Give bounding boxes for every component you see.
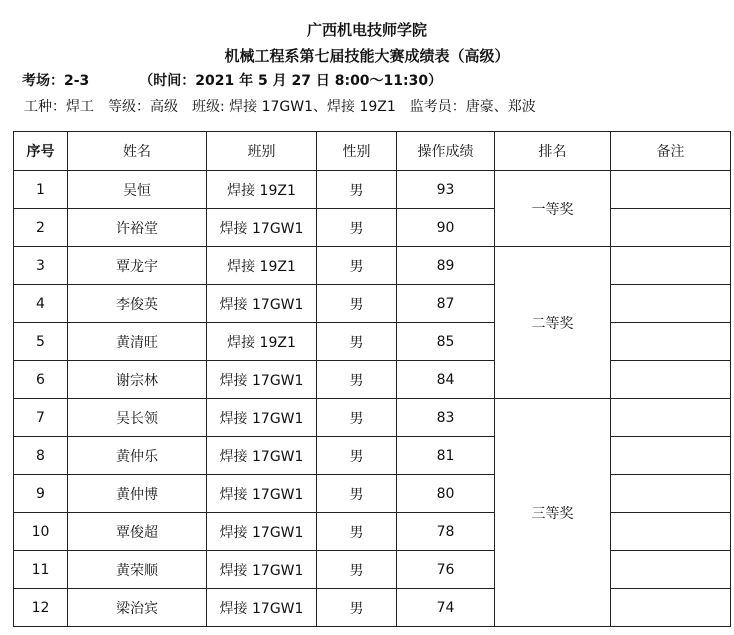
cell-no: 4 <box>14 285 68 323</box>
col-header-no: 序号 <box>14 132 68 171</box>
cell-gender: 男 <box>317 475 397 513</box>
cell-no: 10 <box>14 513 68 551</box>
cell-gender: 男 <box>317 399 397 437</box>
table-header-row <box>14 132 731 171</box>
cell-remark <box>611 399 731 437</box>
cell-name: 李俊英 <box>68 285 207 323</box>
cell-remark <box>611 551 731 589</box>
cell-name: 黄清旺 <box>68 323 207 361</box>
school-name: 广西机电技师学院 <box>306 21 427 39</box>
cell-no: 8 <box>14 437 68 475</box>
table-row <box>14 171 731 209</box>
cell-gender: 男 <box>317 285 397 323</box>
cell-no: 7 <box>14 399 68 437</box>
cell-score: 78 <box>397 513 495 551</box>
cell-score: 89 <box>397 247 495 285</box>
cell-class: 焊接 19Z1 <box>207 323 317 361</box>
cell-remark <box>611 323 731 361</box>
cell-class: 焊接 17GW1 <box>207 475 317 513</box>
cell-score: 74 <box>397 589 495 627</box>
cell-remark <box>611 437 731 475</box>
cell-class: 焊接 17GW1 <box>207 399 317 437</box>
exam-info-line <box>22 70 442 90</box>
document-title: 机械工程系第七届技能大赛成绩表（高级） <box>224 47 510 65</box>
cell-name: 黄仲乐 <box>68 437 207 475</box>
cell-score: 76 <box>397 551 495 589</box>
cell-score: 87 <box>397 285 495 323</box>
score-table <box>13 131 731 627</box>
cell-score: 81 <box>397 437 495 475</box>
trade: 工种：焊工 <box>24 99 94 115</box>
cell-class: 焊接 17GW1 <box>207 513 317 551</box>
table-row <box>14 475 731 513</box>
cell-no: 5 <box>14 323 68 361</box>
cell-no: 2 <box>14 209 68 247</box>
table-row <box>14 513 731 551</box>
proctors: 监考员：唐豪、郑波 <box>409 99 536 115</box>
cell-gender: 男 <box>317 209 397 247</box>
cell-name: 谢宗林 <box>68 361 207 399</box>
cell-remark <box>611 475 731 513</box>
cell-remark <box>611 589 731 627</box>
cell-name: 吴恒 <box>68 171 207 209</box>
cell-score: 85 <box>397 323 495 361</box>
col-header-name: 姓名 <box>68 132 207 171</box>
rank-first-prize: 一等奖 <box>495 171 611 247</box>
cell-name: 许裕堂 <box>68 209 207 247</box>
cell-name: 吴长领 <box>68 399 207 437</box>
cell-name: 覃龙宇 <box>68 247 207 285</box>
cell-score: 93 <box>397 171 495 209</box>
cell-name: 黄荣顺 <box>68 551 207 589</box>
cell-class: 焊接 17GW1 <box>207 209 317 247</box>
cell-name: 覃俊超 <box>68 513 207 551</box>
rank-third-prize: 三等奖 <box>495 399 611 627</box>
cell-gender: 男 <box>317 551 397 589</box>
cell-remark <box>611 209 731 247</box>
cell-name: 梁治宾 <box>68 589 207 627</box>
cell-class: 焊接 19Z1 <box>207 171 317 209</box>
cell-gender: 男 <box>317 171 397 209</box>
col-header-class: 班别 <box>207 132 317 171</box>
cell-score: 84 <box>397 361 495 399</box>
table-row <box>14 209 731 247</box>
table-row <box>14 589 731 627</box>
table-row <box>14 247 731 285</box>
table-row <box>14 551 731 589</box>
table-row <box>14 399 731 437</box>
cell-gender: 男 <box>317 589 397 627</box>
cell-no: 12 <box>14 589 68 627</box>
cell-score: 80 <box>397 475 495 513</box>
cell-gender: 男 <box>317 513 397 551</box>
col-header-score: 操作成绩 <box>397 132 495 171</box>
exam-room: 考场：2-3 <box>22 73 90 89</box>
col-header-gender: 性别 <box>317 132 397 171</box>
col-header-rank: 排名 <box>495 132 611 171</box>
col-header-remark: 备注 <box>611 132 731 171</box>
table-row <box>14 323 731 361</box>
cell-no: 3 <box>14 247 68 285</box>
meta-info-line <box>24 96 550 116</box>
cell-gender: 男 <box>317 437 397 475</box>
cell-remark <box>611 285 731 323</box>
table-row <box>14 361 731 399</box>
cell-class: 焊接 17GW1 <box>207 437 317 475</box>
cell-remark <box>611 513 731 551</box>
cell-name: 黄仲博 <box>68 475 207 513</box>
cell-class: 焊接 19Z1 <box>207 247 317 285</box>
table-row <box>14 285 731 323</box>
cell-remark <box>611 361 731 399</box>
cell-gender: 男 <box>317 247 397 285</box>
exam-time: （时间：2021 年 5 月 27 日 8:00～11:30） <box>139 73 443 89</box>
cell-no: 6 <box>14 361 68 399</box>
cell-remark <box>611 247 731 285</box>
cell-no: 9 <box>14 475 68 513</box>
cell-score: 83 <box>397 399 495 437</box>
rank-second-prize: 二等奖 <box>495 247 611 399</box>
cell-class: 焊接 17GW1 <box>207 361 317 399</box>
cell-class: 焊接 17GW1 <box>207 589 317 627</box>
cell-no: 11 <box>14 551 68 589</box>
cell-class: 焊接 17GW1 <box>207 551 317 589</box>
classes: 班级: 焊接 17GW1、焊接 19Z1 <box>192 99 396 115</box>
cell-score: 90 <box>397 209 495 247</box>
table-row <box>14 437 731 475</box>
cell-gender: 男 <box>317 323 397 361</box>
cell-class: 焊接 17GW1 <box>207 285 317 323</box>
cell-no: 1 <box>14 171 68 209</box>
level: 等级：高级 <box>108 99 178 115</box>
cell-remark <box>611 171 731 209</box>
cell-gender: 男 <box>317 361 397 399</box>
